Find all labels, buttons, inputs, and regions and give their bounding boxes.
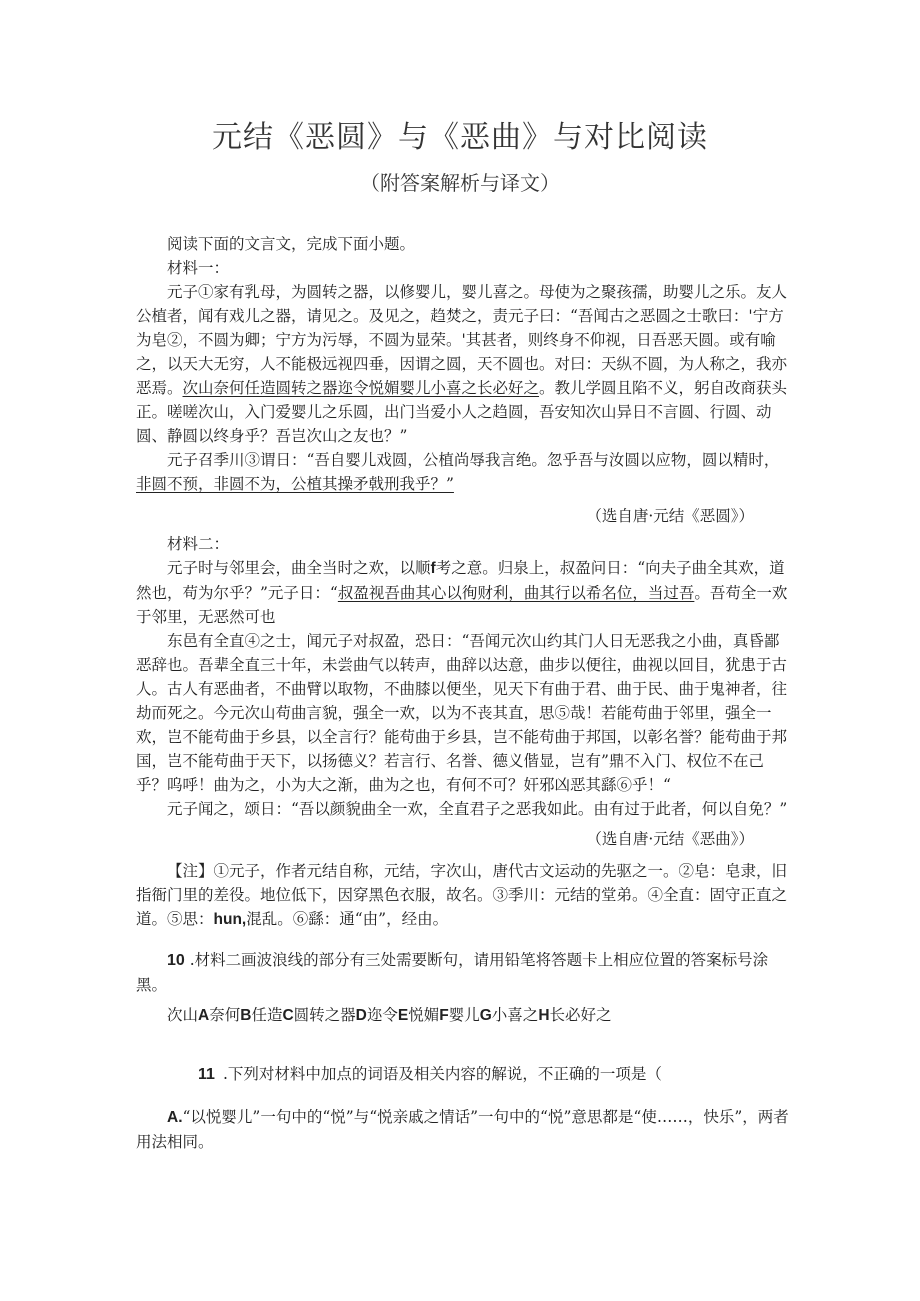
- q10-segment-1: 次山: [167, 1006, 199, 1024]
- m2-p1-underlined-text: 叔盈视吾曲其心以徇财利，曲其行以希名位，当过吾: [337, 584, 695, 602]
- material-one-heading: 材料一：: [167, 259, 230, 277]
- material-one-paragraph-2: [136, 448, 792, 496]
- document-body: [136, 232, 792, 1154]
- m2-p1-text-c: 。吾苟全一欢于邻里，无恶然可也: [136, 584, 788, 626]
- note-label: 【注】: [167, 862, 214, 880]
- q10-segment-8: 小喜之: [491, 1006, 539, 1024]
- q10-segment-2: 奈何: [209, 1006, 241, 1024]
- q10-segment-3: 任造: [251, 1006, 283, 1024]
- material-two-source: （选自唐·元结《恶曲》）: [586, 830, 754, 848]
- m1-p1-text-b: 。教儿学圆且陷不义，躬自改商获头正。嗟嗟次山，入门爱婴儿之乐圆，出门当爱小人之趋圆，吾安知次山异日不言圆、行圆、动圆、静圆以终身乎？吾岂次山之友也？”: [136, 379, 788, 445]
- document-title: 元结《恶圆》与《恶曲》与对比阅读: [212, 120, 708, 155]
- document-subtitle: （附答案解析与译文）: [360, 171, 560, 195]
- material-two-paragraph-2: 东邑有全直④之士，闻元子对叔盈，恐日：“吾闻元次山约其门人日无恶我之小曲，真昏鄙恶辞也。吾辈全直三十年，未尝曲气以转声，曲辞以达意，曲步以便往，曲视以回目，犹患于古人。古人有恶曲者，不曲臂以取物，不曲膝以便坐，见天下有曲于君、曲于民、曲于鬼神者，往劫而死之。今元次山苟曲言貌，强全一欢，以为不丧其直，思⑤哉！若能苟曲于邻里，强全一欢，岂不能苟曲于乡县，以全言行？能苟曲于乡县，岂不能苟曲于邦国，以彰名誉？能苟曲于邦国，岂不能苟曲于天下，以扬德义？若言行、名誉、德义偕显，岂有”鼎不入门、权位不在己乎？呜呼！曲为之，小为大之渐，曲为之也，有何不可？奸邪凶恶其繇⑥乎！“: [136, 632, 788, 794]
- material-two-paragraph-1: [136, 556, 792, 629]
- question-10-number: 10: [167, 952, 185, 969]
- question-11-text: .下列对材料中加点的词语及相关内容的解说，不正确的一项是（: [223, 1065, 662, 1083]
- m2-p1-glyph-f: f: [430, 560, 436, 577]
- question-10-options: [136, 1003, 792, 1028]
- q10-mark-a[interactable]: A: [198, 1007, 210, 1024]
- note-text-b: 混乱。⑥繇：通“由”，经由。: [246, 910, 449, 928]
- q10-mark-c[interactable]: C: [282, 1007, 294, 1024]
- q10-mark-e[interactable]: E: [397, 1007, 409, 1024]
- q10-segment-7: 婴儿: [448, 1006, 480, 1024]
- m1-p2-text-a: 元子召季川③谓日：“吾自婴儿戏圆，公植尚辱我言绝。忽乎吾与汝圆以应物，圆以精时，: [167, 451, 780, 469]
- material-one-source: （选自唐·元结《恶圆》）: [586, 507, 754, 525]
- q10-segment-4: 圆转之器: [293, 1006, 356, 1024]
- question-10-text: .材料二画波浪线的部分有三处需要断句，请用铅笔将答题卡上相应位置的答案标号涂黑。: [136, 951, 769, 994]
- material-one-paragraph-1: [136, 280, 792, 448]
- m1-p2-underlined-text: 非圆不预，非圆不为，公植其操矛戟刑我乎？”: [136, 475, 454, 493]
- q10-segment-5: 迩令: [366, 1006, 398, 1024]
- note-text-a: ①元子，作者元结自称，元结，字次山，唐代古文运动的先驱之一。②皂：皂隶，旧指衙门里的差役。地位低下，因穿黑色衣服，故名。③季川：元结的堂弟。④全直：固守正直之道。⑤思：: [136, 862, 788, 928]
- q10-mark-h[interactable]: H: [538, 1007, 550, 1024]
- q10-mark-g[interactable]: G: [479, 1007, 492, 1024]
- option-a-label: A.: [167, 1109, 183, 1126]
- annotation-note: [136, 859, 792, 932]
- question-11-number: 11: [198, 1066, 215, 1083]
- question-11-option-a[interactable]: [136, 1105, 792, 1154]
- question-11: [136, 1062, 792, 1087]
- material-two-paragraph-3: 元子闻之，颂日：“吾以颜貌曲全一欢，全直君子之恶我如此。由有过于此者，何以自免？”: [167, 800, 788, 818]
- question-10: [136, 948, 792, 997]
- material-two-heading: 材料二：: [167, 535, 230, 553]
- q10-segment-9: 长必好之: [549, 1006, 612, 1024]
- m1-p1-wavy-underlined-text: 次山奈何任造圆转之器迩令悦媚婴儿小喜之长必好之: [182, 379, 540, 397]
- intro-text: 阅读下面的文言文，完成下面小题。: [167, 235, 416, 253]
- m1-p1-text-a: 元子①家有乳母，为圆转之器，以修婴儿，婴儿喜之。母使为之聚孩孺，助婴儿之乐。友人公植者，闻有戏儿之器，请见之。及见之，趋焚之，责元子曰：“吾闻古之恶圆之士歌曰：'宁方为皂②，不圆为卿；宁方为污辱，不圆为显荣。'其甚者，则终身不仰视，日吾恶天圆。或有喻之，以天大无穷，人不能极远视四垂，因谓之圆，天不圆也。对曰：天纵不圆，为人称之，我亦恶焉。: [136, 283, 788, 397]
- option-a-text: “以悦婴儿”一句中的“悦”与“悦亲戚之情话”一句中的“悦”意思都是“使……，快乐”，两者用法相同。: [136, 1108, 789, 1151]
- q10-mark-d[interactable]: D: [355, 1007, 367, 1024]
- m2-p1-text-a: 元子时与邻里会，曲全当时之欢，以顺: [167, 559, 431, 577]
- note-pinyin-hun: hun,: [213, 911, 247, 928]
- q10-segment-6: 悦媚: [408, 1006, 440, 1024]
- q10-mark-f[interactable]: F: [439, 1007, 449, 1024]
- m2-p1-text-b: 考之意。归泉上，叔盈问日：“向夫子曲全其欢，道然也，苟为尔乎？”元子日：“: [136, 559, 785, 602]
- q10-mark-b[interactable]: B: [240, 1007, 252, 1024]
